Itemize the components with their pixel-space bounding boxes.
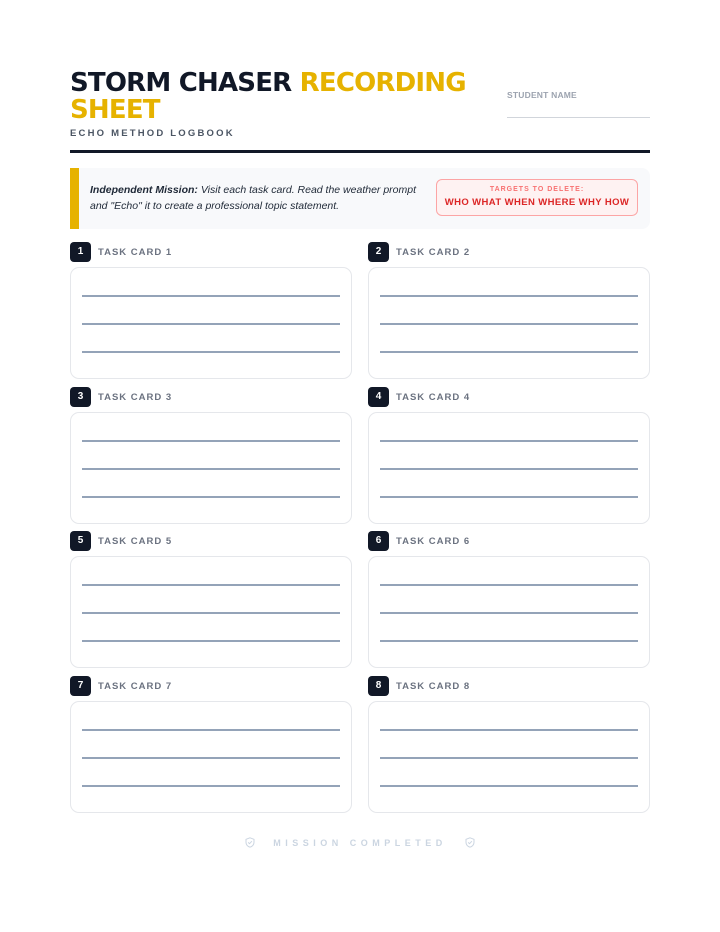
writing-line (82, 351, 340, 353)
student-name-label: STUDENT NAME (507, 90, 577, 100)
writing-line (380, 295, 638, 297)
page-subtitle: ECHO METHOD LOGBOOK (70, 128, 235, 139)
targets-label: TARGETS TO DELETE: (489, 186, 585, 193)
writing-line (380, 640, 638, 642)
page-title (70, 70, 470, 124)
task-card-number-badge: 8 (368, 676, 389, 696)
mission-accent-bar (70, 168, 79, 229)
shield-check-icon (465, 837, 475, 848)
task-card-writing-area[interactable] (70, 556, 352, 668)
mission-heading: Independent Mission: (90, 184, 198, 196)
task-card-number-badge: 5 (70, 531, 91, 551)
task-card-title: TASK CARD 2 (396, 247, 471, 258)
footer (70, 834, 650, 852)
task-card-writing-area[interactable] (70, 267, 352, 379)
writing-line (380, 323, 638, 325)
task-card-header (70, 676, 352, 696)
task-card-title: TASK CARD 5 (98, 536, 173, 547)
task-card-title: TASK CARD 6 (396, 536, 471, 547)
task-card-number-badge: 2 (368, 242, 389, 262)
title-part-2: RECORDING SHEET (70, 68, 466, 125)
task-card-number-badge: 3 (70, 387, 91, 407)
writing-line (380, 729, 638, 731)
recording-sheet (70, 0, 650, 932)
task-card-writing-area[interactable] (368, 556, 650, 668)
task-card-title: TASK CARD 3 (98, 392, 173, 403)
task-card-title: TASK CARD 7 (98, 681, 173, 692)
writing-line (380, 440, 638, 442)
task-card-header (368, 531, 650, 551)
task-card-writing-area[interactable] (70, 701, 352, 813)
student-name-line[interactable] (507, 117, 650, 118)
writing-line (82, 295, 340, 297)
mission-instructions (90, 182, 430, 214)
title-part-1: STORM CHASER (70, 68, 300, 98)
writing-line (82, 584, 340, 586)
writing-line (380, 612, 638, 614)
writing-line (380, 584, 638, 586)
targets-box (436, 179, 638, 216)
task-card-header (368, 676, 650, 696)
task-card-number-badge: 1 (70, 242, 91, 262)
task-card-number-badge: 6 (368, 531, 389, 551)
task-card-header (70, 531, 352, 551)
task-card-title: TASK CARD 8 (396, 681, 471, 692)
writing-line (82, 729, 340, 731)
task-card-title: TASK CARD 1 (98, 247, 173, 258)
task-card-header (368, 387, 650, 407)
writing-line (380, 785, 638, 787)
writing-line (82, 440, 340, 442)
mission-text: Visit each task card. Read the weather prompt and "Echo" it to create a professional topic statement. (90, 184, 417, 212)
task-card-header (70, 387, 352, 407)
writing-line (82, 640, 340, 642)
writing-line (380, 351, 638, 353)
writing-line (82, 612, 340, 614)
mission-box (70, 168, 650, 229)
writing-line (82, 323, 340, 325)
writing-line (82, 496, 340, 498)
header (70, 70, 650, 154)
writing-line (82, 468, 340, 470)
writing-line (380, 757, 638, 759)
task-card-writing-area[interactable] (368, 412, 650, 524)
shield-check-icon (245, 837, 255, 848)
task-card-title: TASK CARD 4 (396, 392, 471, 403)
task-card-number-badge: 7 (70, 676, 91, 696)
task-card-header (368, 242, 650, 262)
writing-line (380, 496, 638, 498)
targets-words: WHO WHAT WHEN WHERE WHY HOW (444, 197, 630, 208)
task-card-number-badge: 4 (368, 387, 389, 407)
header-divider (70, 150, 650, 153)
task-card-header (70, 242, 352, 262)
student-name-field[interactable] (507, 90, 650, 118)
writing-line (380, 468, 638, 470)
task-card-writing-area[interactable] (368, 267, 650, 379)
writing-line (82, 757, 340, 759)
task-card-writing-area[interactable] (70, 412, 352, 524)
task-card-writing-area[interactable] (368, 701, 650, 813)
writing-line (82, 785, 340, 787)
footer-text: MISSION COMPLETED (273, 837, 447, 848)
